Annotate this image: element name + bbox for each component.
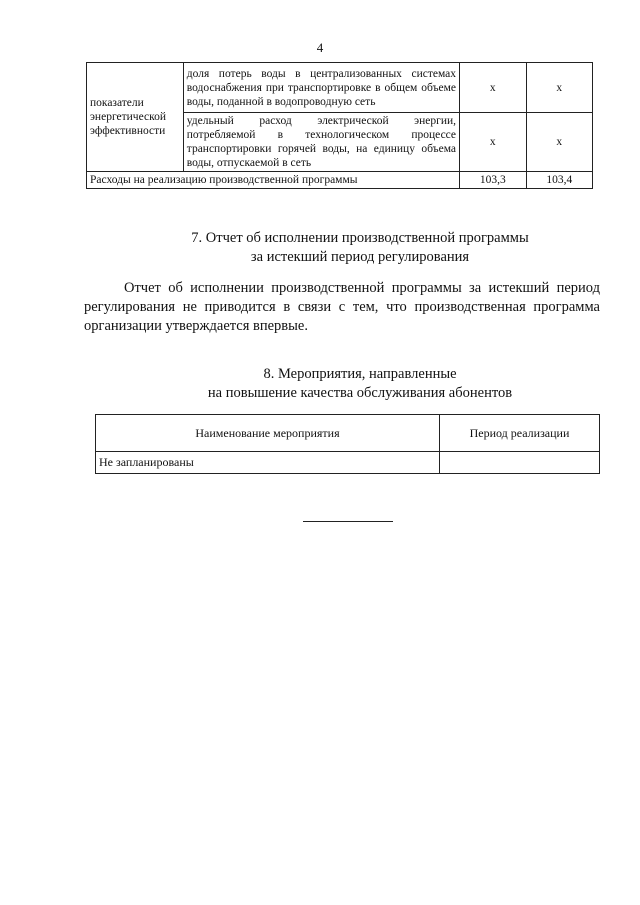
section-7-paragraph: [84, 279, 600, 336]
measures-table: [95, 414, 600, 474]
energy-efficiency-table: [86, 62, 593, 189]
section-title-line: за истекший период регулирования: [250, 249, 470, 265]
table-header-row: [96, 415, 600, 452]
indicator-description: удельный расход электрической энергии, потребляемой в технологическом процессе транспортировки горячей воды, на единицу объема воды, отпускаемой в сеть: [183, 113, 459, 172]
indicator-description: доля потерь воды в централизованных системах водоснабжения при транспортировке в общем объеме воды, поданной в водопроводную сеть: [183, 63, 459, 113]
closing-rule: [303, 521, 393, 522]
table-cell: [440, 452, 600, 474]
group-label: показатели энергетической эффективности: [87, 63, 184, 172]
total-row: [87, 172, 593, 189]
column-header: Период реализации: [440, 415, 600, 452]
indicator-value: х: [460, 63, 526, 113]
section-8-title: [40, 365, 640, 403]
total-label: Расходы на реализацию производственной программы: [87, 172, 460, 189]
total-value: 103,3: [460, 172, 526, 189]
table-row: [87, 63, 593, 113]
table-row: [96, 452, 600, 474]
indicator-value: х: [460, 113, 526, 172]
indicator-value: х: [526, 63, 593, 113]
section-title-line: 7. Отчет об исполнении производственной программы: [191, 230, 529, 246]
section-title-line: на повышение качества обслуживания абонентов: [207, 385, 513, 401]
section-7-title: [40, 229, 640, 267]
indicator-value: х: [526, 113, 593, 172]
section-title-line: 8. Мероприятия, направленные: [263, 366, 457, 382]
page-number: 4: [316, 40, 324, 55]
total-value: 103,4: [526, 172, 593, 189]
paragraph-text: Отчет об исполнении производственной программы за истекший период регулирования не приводится в связи с тем, что производственная программа организации утверждается впервые.: [84, 280, 600, 334]
column-header: Наименование мероприятия: [96, 415, 440, 452]
table-cell: Не запланированы: [96, 452, 440, 474]
